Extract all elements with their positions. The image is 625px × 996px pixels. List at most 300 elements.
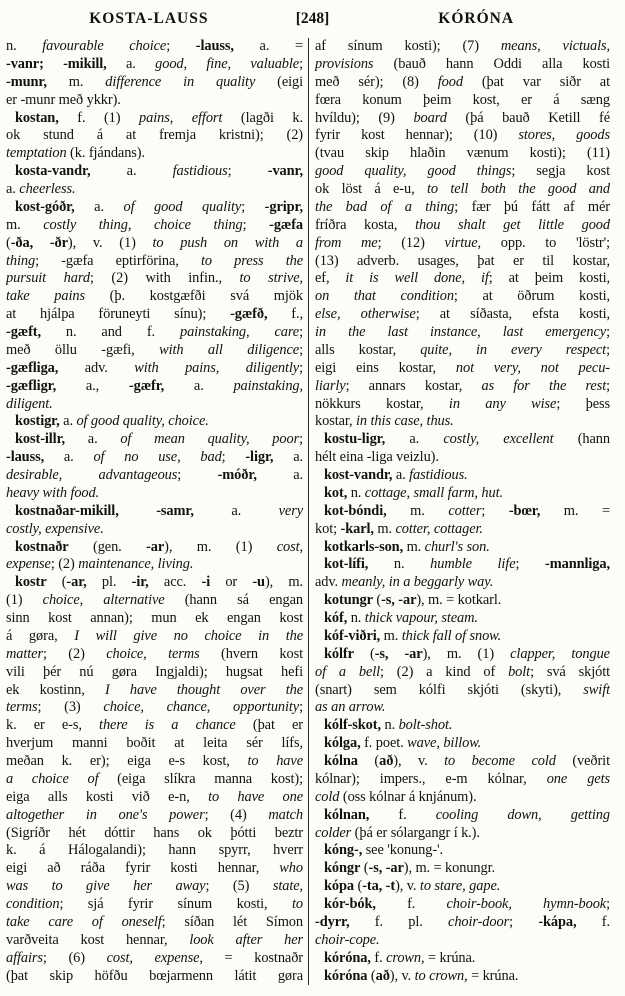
citation-text: (snart) sem kólfi skjóti (skyti), — [315, 681, 584, 698]
dictionary-line — [315, 682, 610, 700]
gloss-text: churl's son. — [424, 538, 490, 555]
citation-text: ; (6) — [42, 949, 107, 966]
gloss-text: cost, expense, — [106, 949, 203, 966]
gloss-text: of no use, bad — [93, 449, 222, 466]
citation-text: (lagði k. — [222, 109, 303, 126]
gloss-text: costly, excellent — [443, 431, 554, 448]
citation-text: (hann sá engan — [164, 592, 303, 609]
citation-text: m. — [403, 538, 425, 555]
gloss-text: in any wise — [448, 395, 557, 412]
citation-text: ; -gæfa eptirförina, — [35, 252, 201, 269]
dictionary-line — [6, 217, 303, 235]
citation-text: ok stund á at fremja kristni); (2) — [6, 127, 303, 144]
citation-text: m. — [46, 73, 106, 90]
headword-text: kóróna — [324, 967, 368, 984]
citation-text: ; (12) — [377, 234, 445, 251]
dictionary-line — [6, 74, 303, 92]
citation-text: m. = — [540, 502, 610, 519]
headword-text: kóf, — [324, 610, 348, 626]
citation-text: (eiga slíkra manna kost); — [98, 770, 303, 787]
dictionary-line — [315, 664, 610, 682]
dictionary-line — [315, 825, 610, 843]
dictionary-line — [6, 306, 303, 324]
dictionary-line — [6, 342, 303, 360]
gloss-text: of mean quality, poor — [120, 431, 300, 448]
citation-text: (þat er — [235, 717, 303, 734]
citation-text: eigi eins kostar, — [315, 359, 456, 376]
citation-text: nökkurs kostar, — [315, 395, 449, 412]
dictionary-line — [6, 592, 303, 610]
gloss-text: bolt — [508, 663, 531, 680]
gloss-text: to crown, — [414, 967, 468, 984]
gloss-text: colder — [315, 824, 352, 841]
headword-text: að — [379, 753, 394, 769]
headword-text: -gæfð, — [230, 306, 268, 323]
headword-text: kost-vandr, — [324, 467, 393, 483]
citation-text: at hjálpa föruneyti sínu); — [6, 306, 231, 323]
gloss-text: match — [268, 806, 303, 823]
gloss-text: costly thing, choice thing — [43, 216, 243, 233]
citation-text: m. — [380, 627, 402, 644]
headword-text: -gæfa — [269, 216, 303, 233]
citation-text: ), v. — [393, 753, 445, 769]
dictionary-line — [6, 396, 303, 414]
citation-text: með öllu -gæfi, — [6, 341, 160, 358]
citation-text: ; — [606, 341, 610, 358]
dictionary-line — [315, 163, 610, 181]
dictionary-line — [315, 485, 610, 503]
citation-text: n. — [347, 484, 365, 501]
citation-text: (Sigríðr hét dóttir hans ok þótti beztr — [6, 824, 303, 841]
citation-text: ; — [299, 431, 303, 448]
gloss-text: board — [413, 109, 447, 126]
citation-text: fœra konum þeim kost, er á sæng — [315, 91, 610, 108]
gloss-text: diligent. — [6, 395, 53, 412]
dictionary-line — [6, 699, 303, 717]
dictionary-line — [315, 807, 610, 825]
citation-text: a. — [44, 449, 94, 466]
dictionary-line — [315, 789, 610, 807]
citation-text: k. er e-s, — [6, 717, 100, 734]
dictionary-line — [315, 270, 610, 288]
citation-text: ), m. = konungr. — [403, 860, 496, 877]
dictionary-line — [6, 235, 303, 253]
gloss-text: very — [278, 502, 303, 519]
headword-text: kólna — [324, 753, 358, 769]
gloss-text: pains, effort — [139, 109, 223, 126]
dictionary-line — [6, 378, 303, 396]
citation-text: ( — [372, 592, 382, 609]
gloss-text: as an arrow. — [315, 699, 386, 716]
dictionary-line — [6, 503, 303, 521]
headword-text: -karl, — [340, 520, 374, 537]
dictionary-line — [6, 664, 303, 682]
headword-text: -i — [201, 574, 211, 591]
dictionary-line — [6, 521, 303, 539]
gloss-text: altogether in one's power — [6, 806, 205, 823]
gloss-text: maintenance, living. — [78, 556, 194, 573]
headword-text: kóf-viðri, — [324, 627, 381, 644]
headword-text: kólf-skot, — [324, 717, 381, 734]
citation-text: ; — [515, 556, 546, 573]
gloss-text: cotter, cottager. — [395, 520, 483, 537]
dictionary-line — [315, 360, 610, 378]
dictionary-line — [6, 145, 303, 163]
gloss-text: liarly — [315, 377, 346, 394]
gloss-text: the bad of a thing — [315, 198, 455, 215]
dictionary-line — [6, 950, 303, 968]
dictionary-line — [6, 771, 303, 789]
right-column — [308, 38, 610, 985]
citation-text: a. — [256, 467, 303, 483]
citation-text: fyrir kost hennar); (10) — [315, 127, 519, 144]
dictionary-line — [6, 431, 303, 449]
gloss-text: take care of oneself — [6, 913, 162, 930]
headword-text: kot, — [324, 484, 348, 501]
headword-text: -gæft, — [6, 324, 41, 340]
dictionary-line — [315, 56, 610, 74]
citation-text: a. — [392, 467, 410, 483]
dictionary-line — [6, 92, 303, 110]
gloss-text: of good quality, choice. — [76, 413, 209, 430]
gloss-text: means, victuals, — [500, 38, 610, 54]
dictionary-line — [315, 950, 610, 968]
gloss-text: it is well done, if — [345, 270, 489, 287]
gloss-text: wave, billow. — [407, 735, 482, 752]
citation-text: a. — [74, 198, 124, 215]
citation-text: ; — [242, 216, 270, 233]
headword-text: kotungr — [324, 592, 373, 609]
gloss-text: of a bell — [315, 663, 381, 680]
gloss-text: of good quality — [123, 198, 242, 215]
citation-text: ; (5) — [205, 878, 273, 895]
citation-text: ), v. (1) — [67, 234, 153, 251]
gloss-text: to strive, — [239, 270, 303, 287]
gloss-text: in the last instance, last emergency — [315, 324, 607, 340]
gloss-text: else, otherwise — [315, 306, 416, 323]
citation-text: acc. — [148, 574, 202, 591]
citation-text: sinn kost annan); mun ek engan kost — [6, 610, 303, 626]
citation-text: n. — [368, 556, 431, 573]
gloss-text: with pains, diligently — [134, 359, 300, 376]
headword-text: kólfr — [324, 645, 354, 662]
dictionary-line — [315, 914, 610, 932]
citation-text: ), v. — [395, 878, 420, 895]
dictionary-line — [315, 306, 610, 324]
dictionary-line — [6, 646, 303, 664]
citation-text: n. — [6, 38, 43, 54]
gloss-text: choice, chance, opportunity — [103, 699, 300, 716]
headword-text: -gæfliga, — [6, 359, 59, 376]
gloss-text: crown, — [386, 949, 425, 966]
citation-text: a. — [90, 163, 173, 180]
running-head — [6, 10, 619, 28]
headword-text: kóngr — [324, 860, 361, 877]
headword-text: -s, -ar — [368, 860, 404, 877]
citation-text: a., — [56, 377, 129, 394]
headword-text: kost-góðr, — [15, 198, 75, 215]
dictionary-line — [6, 288, 303, 306]
dictionary-line — [6, 628, 303, 646]
dictionary-line — [315, 610, 610, 628]
dictionary-line — [315, 521, 610, 539]
gloss-text: clapper, tongue — [510, 645, 610, 662]
dictionary-line — [315, 199, 610, 217]
gloss-text: cooling down, getting — [435, 806, 610, 823]
dictionary-line — [315, 842, 610, 860]
dictionary-line — [6, 807, 303, 825]
gloss-text: thick vapour, steam. — [364, 610, 478, 626]
citation-text: kostar, — [315, 413, 356, 430]
dictionary-line — [315, 217, 610, 235]
headword-text: kópa — [324, 878, 354, 895]
headword-text: kosta-vandr, — [15, 163, 91, 180]
citation-text: f. — [576, 913, 610, 930]
dictionary-line — [315, 413, 610, 431]
citation-text: ; (2) with infin., — [89, 270, 240, 287]
citation-text: = kostnaðr — [202, 949, 303, 966]
gloss-text: from me — [315, 234, 378, 251]
citation-text: (þat skip höfðu bœjarmenn látit gøra — [6, 967, 303, 984]
citation-text: , opp. to 'löstr'; — [477, 234, 610, 251]
gloss-text: condition — [6, 896, 60, 912]
headword-text: -vanr; -mikill, — [6, 55, 107, 72]
gloss-text: quite, in every respect — [420, 341, 607, 358]
gloss-text: favourable choice — [42, 38, 167, 54]
gloss-text: good, fine, valuable — [155, 55, 300, 72]
dictionary-line — [6, 914, 303, 932]
gloss-text: difference in quality — [105, 73, 256, 90]
headword-text: kór-bók, — [324, 896, 376, 912]
headword-text: kost-illr, — [15, 431, 66, 448]
gloss-text: costly, expensive. — [6, 520, 104, 537]
dictionary-line — [6, 110, 303, 128]
dictionary-line — [315, 324, 610, 342]
dictionary-line — [315, 127, 610, 145]
running-head-left-headword: KOSTA-LAUSS — [89, 10, 209, 27]
headword-text: kotkarls-son, — [324, 538, 404, 555]
gloss-text: choice, alternative — [42, 592, 165, 609]
headword-text: -gæfligr, — [6, 377, 57, 394]
gloss-text: I have thought over the — [104, 681, 303, 698]
headword-text: -lauss, — [195, 38, 234, 54]
citation-text: f. — [370, 949, 387, 966]
headword-text: -bœr, — [508, 502, 541, 519]
gloss-text: desirable, advantageous — [6, 467, 178, 483]
gloss-text: cottage, small farm, hut. — [364, 484, 503, 501]
dictionary-line — [315, 896, 610, 914]
gloss-text: food — [437, 73, 463, 90]
dictionary-line — [6, 789, 303, 807]
dictionary-line — [6, 253, 303, 271]
gloss-text: bolt-shot. — [398, 717, 453, 734]
headword-text: kostr — [15, 574, 47, 591]
citation-text: ( — [357, 753, 380, 769]
gloss-text: a choice of — [6, 770, 99, 787]
dictionary-line — [6, 682, 303, 700]
citation-text: ek kostinn, — [6, 681, 105, 698]
gloss-text: to have — [247, 753, 303, 769]
gloss-text: cheerless. — [19, 181, 76, 197]
headword-text: -gæfr, — [128, 377, 165, 394]
headword-text: að — [375, 967, 390, 984]
dictionary-line — [6, 467, 303, 485]
gloss-text: one gets — [546, 770, 610, 787]
gloss-text: painstaking, — [233, 377, 303, 394]
gloss-text: thick fall of snow. — [401, 627, 502, 644]
citation-text: ; — [241, 198, 265, 215]
citation-text: ; — [227, 163, 268, 180]
gloss-text: look after her — [189, 931, 303, 948]
headword-text: -ligr, — [245, 449, 274, 466]
headword-text: kot-bóndi, — [324, 502, 387, 519]
gloss-text: take pains — [6, 288, 85, 305]
citation-text: a. — [65, 431, 121, 448]
citation-text: k. á Hálogalandi); hann spyrr, hverr — [6, 842, 303, 859]
dictionary-line — [6, 449, 303, 467]
citation-text: (k. fjándans). — [66, 145, 145, 162]
gloss-text: with all diligence — [159, 341, 300, 358]
citation-text: (tvau skip hlaðin vænum kosti); (11) — [315, 145, 610, 162]
running-head-right-headword: KÓRÓNA — [438, 10, 515, 27]
headword-text: -ar — [146, 538, 165, 555]
gloss-text: humble life — [430, 556, 516, 573]
citation-text: ( — [353, 645, 375, 662]
dictionary-line — [6, 324, 303, 342]
headword-text: -dyrr, — [315, 913, 350, 930]
headword-text: kólga, — [324, 735, 361, 752]
citation-text: ; (4) — [204, 806, 269, 823]
dictionary-line — [315, 181, 610, 199]
citation-text: kólnar); impers., e-m kólnar, — [315, 770, 547, 787]
gloss-text: in this case, thus. — [356, 413, 454, 430]
citation-text: see 'konung-'. — [362, 842, 444, 859]
dictionary-line — [6, 896, 303, 914]
headword-text: -u — [252, 574, 265, 591]
citation-text: ), m. (1) — [164, 538, 277, 555]
headword-text: kostigr, — [15, 413, 60, 430]
citation-text: (þá er sólargangr í k.). — [351, 824, 480, 841]
citation-text: á gøra, — [6, 627, 75, 644]
citation-text: meðan k. er); eiga e-s kost, — [6, 753, 248, 769]
headword-text: -gripr, — [264, 198, 303, 215]
citation-text: ; — [606, 896, 610, 912]
dictionary-line — [6, 610, 303, 628]
citation-text: ; — [299, 55, 303, 72]
dictionary-line — [6, 38, 303, 56]
dictionary-line — [315, 717, 610, 735]
citation-text: kot; — [315, 520, 341, 537]
gloss-text: virtue — [444, 234, 478, 251]
citation-text: ; — [221, 449, 246, 466]
gloss-text: cotter — [448, 502, 482, 519]
dictionary-line — [315, 342, 610, 360]
citation-text: ; — [299, 359, 303, 376]
dictionary-line — [315, 556, 610, 574]
citation-text: ; (2) a kind of — [380, 663, 509, 680]
dictionary-line — [315, 396, 610, 414]
gloss-text: to tell both the good and — [426, 181, 610, 197]
citation-text: alls kostar, — [315, 341, 421, 358]
gloss-text: who — [279, 860, 303, 877]
citation-text: = krúna. — [467, 967, 519, 984]
citation-text: f. (1) — [58, 109, 140, 126]
dictionary-line — [6, 968, 303, 986]
gloss-text: terms — [6, 699, 38, 716]
gloss-text: on that condition — [315, 288, 454, 305]
headword-text: -mannliga, — [545, 556, 610, 573]
citation-text: ; — [509, 913, 539, 930]
gloss-text: swift — [583, 681, 610, 698]
dictionary-line — [315, 288, 610, 306]
headword-text: -ta, -t — [362, 878, 396, 895]
gloss-text: state, — [272, 878, 303, 895]
dictionary-line — [6, 825, 303, 843]
citation-text: hverjum manni boðit at leita sér lífs, — [6, 735, 303, 752]
citation-text: pl. — [86, 574, 132, 591]
headword-text: kóng-, — [324, 842, 363, 859]
citation-text: ok löst á e-u, — [315, 181, 427, 197]
citation-text: ; — [606, 324, 610, 340]
gloss-text: to press the — [200, 252, 303, 269]
dictionary-line — [315, 932, 610, 950]
dictionary-line — [315, 92, 610, 110]
citation-text: ), m. (1) — [422, 645, 511, 662]
gloss-text: pursuit hard — [6, 270, 90, 287]
dictionary-line — [6, 56, 303, 74]
headword-text: -móðr, — [217, 467, 257, 483]
dictionary-line — [315, 503, 610, 521]
citation-text: ( — [367, 967, 376, 984]
citation-text: með sér); (8) — [315, 73, 438, 90]
gloss-text: choir-book, hymn-book — [446, 896, 607, 912]
headword-text: kostnaðr — [15, 538, 69, 555]
dictionary-line — [6, 270, 303, 288]
gloss-text: to become cold — [444, 753, 556, 769]
citation-text: ; síðan lét Símon — [161, 913, 303, 930]
citation-text: vili þér nú gøra Ingjaldi); hugsat hefi — [6, 663, 303, 680]
headword-text: -s, -ar — [381, 592, 417, 609]
dictionary-line — [315, 878, 610, 896]
gloss-text: not very, not pecu- — [455, 359, 610, 376]
gloss-text: affairs — [6, 949, 43, 966]
citation-text: ; — [299, 341, 303, 358]
citation-text: hvíldu); (9) — [315, 109, 414, 126]
headword-text: -munr, — [6, 73, 47, 90]
dictionary-line — [6, 878, 303, 896]
dictionary-line — [315, 235, 610, 253]
citation-text: m. — [386, 502, 449, 519]
gloss-text: matter — [6, 645, 43, 662]
citation-text: (13) adverb. usages, þat er til kostar, — [315, 252, 610, 269]
citation-text: ), m. = kotkarl. — [416, 592, 502, 609]
gloss-text: I will give no choice in the — [74, 627, 303, 644]
citation-text: ; at öðrum kosti, — [453, 288, 610, 305]
citation-text: er -munr með ykkr). — [6, 91, 121, 108]
citation-text: f. pl. — [349, 913, 449, 930]
dictionary-line — [315, 539, 610, 557]
citation-text: n. — [347, 610, 365, 626]
dictionary-line — [315, 699, 610, 717]
citation-text: ; at síðasta, efsta kosti, — [415, 306, 610, 323]
citation-text: eiga alls kosti við e-n, — [6, 788, 209, 805]
dictionary-line — [6, 485, 303, 503]
dictionary-line — [315, 145, 610, 163]
gloss-text: fastidious. — [409, 467, 468, 483]
dictionary-line — [315, 646, 610, 664]
citation-text: ; at þeim kosti, — [488, 270, 610, 287]
gloss-text: provisions — [315, 55, 374, 72]
